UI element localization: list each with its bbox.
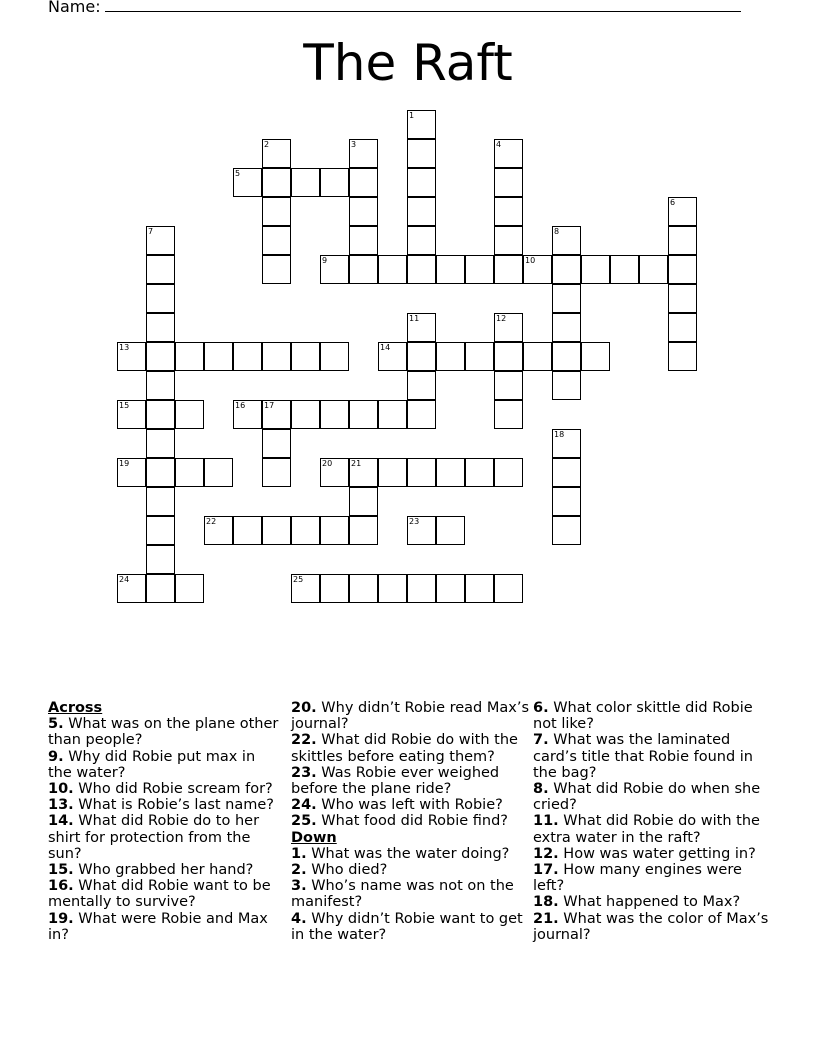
- grid-cell[interactable]: [349, 197, 378, 226]
- across-clue-list: [48, 716, 280, 943]
- grid-cell[interactable]: [291, 574, 320, 603]
- clue-text: Who was left with Robie?: [316, 797, 503, 814]
- clue-number: 10.: [48, 781, 74, 798]
- grid-cell[interactable]: [407, 371, 436, 400]
- grid-cell[interactable]: [407, 342, 436, 371]
- grid-cell[interactable]: [494, 574, 523, 603]
- clue-text: What food did Robie find?: [316, 813, 508, 830]
- down-heading: Down: [291, 829, 337, 846]
- grid-cell[interactable]: [465, 458, 494, 487]
- clue: [291, 797, 531, 813]
- clue-number: 25.: [291, 813, 317, 830]
- grid-cell[interactable]: [494, 197, 523, 226]
- grid-cell[interactable]: [320, 255, 349, 284]
- clues-column-3: [533, 700, 769, 943]
- clue: [533, 894, 769, 910]
- grid-cell[interactable]: [639, 255, 668, 284]
- clue-text: What did Robie do when she cried?: [533, 781, 761, 814]
- grid-cell[interactable]: [146, 226, 175, 255]
- cell-number: 6: [670, 198, 676, 207]
- clue-text: Why did Robie put max in the water?: [48, 748, 256, 781]
- clue-text: What did Robie do with the extra water in the raft?: [533, 813, 760, 846]
- grid-cell[interactable]: [378, 342, 407, 371]
- cell-number: 13: [119, 343, 130, 352]
- clue: [48, 797, 280, 813]
- grid-cell[interactable]: [407, 400, 436, 429]
- cell-number: 3: [351, 140, 357, 149]
- grid-cell[interactable]: [146, 458, 175, 487]
- grid-cell[interactable]: [204, 516, 233, 545]
- clue-number: 24.: [291, 797, 317, 814]
- grid-cell[interactable]: [291, 516, 320, 545]
- grid-cell[interactable]: [262, 139, 291, 168]
- grid-cell[interactable]: [523, 342, 552, 371]
- cell-number: 17: [264, 401, 275, 410]
- grid-cell[interactable]: [610, 255, 639, 284]
- clue-number: 19.: [48, 910, 74, 927]
- clue-text: What did Robie want to be mentally to survive?: [48, 878, 271, 911]
- clue-number: 9.: [48, 748, 64, 765]
- grid-cell[interactable]: [291, 168, 320, 197]
- cell-number: 12: [496, 314, 507, 323]
- grid-cell[interactable]: [146, 255, 175, 284]
- grid-cell[interactable]: [146, 545, 175, 574]
- grid-cell[interactable]: [349, 574, 378, 603]
- grid-cell[interactable]: [146, 371, 175, 400]
- grid-cell[interactable]: [552, 487, 581, 516]
- grid-cell[interactable]: [378, 400, 407, 429]
- grid-cell[interactable]: [233, 400, 262, 429]
- name-label: Name:: [48, 0, 101, 16]
- clue: [291, 862, 531, 878]
- clue-number: 5.: [48, 716, 64, 733]
- grid-cell[interactable]: [436, 458, 465, 487]
- clue-text: What was on the plane other than people?: [48, 716, 279, 749]
- cell-number: 2: [264, 140, 270, 149]
- grid-cell[interactable]: [349, 487, 378, 516]
- grid-cell[interactable]: [552, 342, 581, 371]
- clue-number: 21.: [533, 910, 559, 927]
- grid-cell[interactable]: [436, 255, 465, 284]
- grid-cell[interactable]: [407, 516, 436, 545]
- grid-cell[interactable]: [378, 255, 407, 284]
- grid-cell[interactable]: [349, 255, 378, 284]
- clue-text: Who grabbed her hand?: [73, 862, 254, 879]
- clue: [291, 813, 531, 829]
- grid-cell[interactable]: [668, 255, 697, 284]
- grid-cell[interactable]: [262, 516, 291, 545]
- cell-number: 7: [148, 227, 154, 236]
- grid-cell[interactable]: [320, 168, 349, 197]
- cell-number: 5: [235, 169, 241, 178]
- down-clue-list-continued: [533, 700, 769, 943]
- grid-cell[interactable]: [407, 139, 436, 168]
- grid-cell[interactable]: [262, 197, 291, 226]
- grid-cell[interactable]: [262, 342, 291, 371]
- clue: [48, 749, 280, 781]
- clue: [533, 781, 769, 813]
- grid-cell[interactable]: [146, 429, 175, 458]
- clue: [533, 911, 769, 943]
- grid-cell[interactable]: [233, 342, 262, 371]
- grid-cell[interactable]: [378, 574, 407, 603]
- clue: [291, 846, 531, 862]
- grid-cell[interactable]: [175, 342, 204, 371]
- grid-cell[interactable]: [262, 400, 291, 429]
- clue-text: Who died?: [306, 862, 388, 879]
- grid-cell[interactable]: [146, 574, 175, 603]
- clue-number: 23.: [291, 764, 317, 781]
- grid-cell[interactable]: [494, 371, 523, 400]
- clue: [48, 862, 280, 878]
- clue-text: How many engines were left?: [533, 862, 742, 895]
- clue-number: 3.: [291, 878, 307, 895]
- clue: [533, 700, 769, 732]
- clue-number: 13.: [48, 797, 74, 814]
- grid-cell[interactable]: [117, 400, 146, 429]
- clue-text: What color skittle did Robie not like?: [533, 700, 753, 733]
- cell-number: 24: [119, 575, 130, 584]
- clue-text: Who’s name was not on the manifest?: [291, 878, 514, 911]
- clue: [291, 878, 531, 910]
- clue: [533, 813, 769, 845]
- clue-text: What was the laminated card’s title that Robie found in the bag?: [533, 732, 753, 781]
- clue: [533, 846, 769, 862]
- grid-cell[interactable]: [349, 458, 378, 487]
- cell-number: 25: [293, 575, 304, 584]
- grid-cell[interactable]: [407, 458, 436, 487]
- clue: [291, 700, 531, 732]
- cell-number: 11: [409, 314, 420, 323]
- grid-cell[interactable]: [262, 429, 291, 458]
- clue-text: What happened to Max?: [558, 894, 741, 911]
- grid-cell[interactable]: [407, 574, 436, 603]
- clue-number: 7.: [533, 732, 549, 749]
- grid-cell[interactable]: [668, 197, 697, 226]
- grid-cell[interactable]: [262, 168, 291, 197]
- clue: [48, 813, 280, 862]
- grid-cell[interactable]: [552, 284, 581, 313]
- clue-number: 8.: [533, 781, 549, 798]
- grid-cell[interactable]: [262, 255, 291, 284]
- clue-number: 4.: [291, 910, 307, 927]
- grid-cell[interactable]: [668, 226, 697, 255]
- grid-cell[interactable]: [378, 458, 407, 487]
- cell-number: 22: [206, 517, 217, 526]
- clue-text: What did Robie do with the skittles before eating them?: [291, 732, 518, 765]
- grid-cell[interactable]: [291, 342, 320, 371]
- page-title: The Raft: [303, 34, 513, 92]
- cell-number: 10: [525, 256, 536, 265]
- cell-number: 9: [322, 256, 328, 265]
- grid-cell[interactable]: [465, 574, 494, 603]
- grid-cell[interactable]: [465, 342, 494, 371]
- clue: [48, 781, 280, 797]
- grid-cell[interactable]: [146, 313, 175, 342]
- clue: [291, 765, 531, 797]
- grid-cell[interactable]: [523, 255, 552, 284]
- grid-cell[interactable]: [349, 168, 378, 197]
- grid-cell[interactable]: [552, 458, 581, 487]
- cell-number: 8: [554, 227, 560, 236]
- grid-cell[interactable]: [349, 516, 378, 545]
- grid-cell[interactable]: [581, 255, 610, 284]
- clues-column-1: [48, 700, 280, 943]
- grid-cell[interactable]: [436, 516, 465, 545]
- grid-cell[interactable]: [117, 458, 146, 487]
- cell-number: 16: [235, 401, 246, 410]
- grid-cell[interactable]: [494, 168, 523, 197]
- grid-cell[interactable]: [494, 313, 523, 342]
- grid-cell[interactable]: [175, 400, 204, 429]
- grid-cell[interactable]: [407, 197, 436, 226]
- cell-number: 23: [409, 517, 420, 526]
- cell-number: 19: [119, 459, 130, 468]
- grid-cell[interactable]: [436, 574, 465, 603]
- grid-cell[interactable]: [552, 255, 581, 284]
- grid-cell[interactable]: [233, 516, 262, 545]
- clue-text: What is Robie’s last name?: [73, 797, 274, 814]
- grid-cell[interactable]: [146, 516, 175, 545]
- grid-cell[interactable]: [320, 400, 349, 429]
- grid-cell[interactable]: [552, 516, 581, 545]
- clue-text: What did Robie do to her shirt for protection from the sun?: [48, 813, 260, 862]
- clue-number: 22.: [291, 732, 317, 749]
- cell-number: 4: [496, 140, 502, 149]
- grid-cell[interactable]: [552, 429, 581, 458]
- clue-text: How was water getting in?: [558, 845, 756, 862]
- grid-cell[interactable]: [204, 342, 233, 371]
- grid-cell[interactable]: [407, 168, 436, 197]
- grid-cell[interactable]: [436, 342, 465, 371]
- cell-number: 14: [380, 343, 391, 352]
- grid-cell[interactable]: [349, 139, 378, 168]
- grid-cell[interactable]: [320, 516, 349, 545]
- clue-number: 15.: [48, 862, 74, 879]
- grid-cell[interactable]: [407, 226, 436, 255]
- grid-cell[interactable]: [117, 342, 146, 371]
- clue-text: Who did Robie scream for?: [73, 781, 273, 798]
- grid-cell[interactable]: [552, 371, 581, 400]
- cell-number: 18: [554, 430, 565, 439]
- grid-cell[interactable]: [494, 139, 523, 168]
- grid-cell[interactable]: [668, 313, 697, 342]
- clue-number: 2.: [291, 862, 307, 879]
- clue-number: 16.: [48, 878, 74, 895]
- across-heading: Across: [48, 700, 103, 716]
- clues-column-2: [291, 700, 531, 943]
- grid-cell[interactable]: [320, 342, 349, 371]
- grid-cell[interactable]: [175, 574, 204, 603]
- clue-text: Was Robie ever weighed before the plane ride?: [291, 764, 500, 798]
- grid-cell[interactable]: [668, 342, 697, 371]
- grid-cell[interactable]: [262, 458, 291, 487]
- grid-cell[interactable]: [494, 255, 523, 284]
- grid-cell[interactable]: [204, 458, 233, 487]
- cell-number: 15: [119, 401, 130, 410]
- across-clue-list-continued: [291, 700, 531, 830]
- clue: [48, 911, 280, 943]
- clue: [48, 716, 280, 748]
- grid-cell[interactable]: [146, 284, 175, 313]
- down-clue-list: [291, 846, 531, 943]
- cell-number: 20: [322, 459, 333, 468]
- grid-cell[interactable]: [117, 574, 146, 603]
- clue-text: What was the color of Max’s journal?: [533, 910, 769, 943]
- grid-cell[interactable]: [146, 342, 175, 371]
- grid-cell[interactable]: [349, 400, 378, 429]
- grid-cell[interactable]: [494, 342, 523, 371]
- clue: [291, 732, 531, 764]
- grid-cell[interactable]: [320, 458, 349, 487]
- grid-cell[interactable]: [494, 458, 523, 487]
- grid-cell[interactable]: [581, 342, 610, 371]
- grid-cell[interactable]: [465, 255, 494, 284]
- grid-cell[interactable]: [349, 226, 378, 255]
- grid-cell[interactable]: [146, 487, 175, 516]
- grid-cell[interactable]: [262, 226, 291, 255]
- grid-cell[interactable]: [291, 400, 320, 429]
- grid-cell[interactable]: [494, 400, 523, 429]
- clue: [48, 878, 280, 910]
- grid-cell[interactable]: [175, 458, 204, 487]
- grid-cell[interactable]: [668, 284, 697, 313]
- clue: [533, 732, 769, 781]
- cell-number: 21: [351, 459, 362, 468]
- clue-number: 11.: [533, 813, 559, 830]
- grid-cell[interactable]: [407, 255, 436, 284]
- grid-cell[interactable]: [320, 574, 349, 603]
- clue-text: What was the water doing?: [306, 845, 510, 862]
- clue-text: What were Robie and Max in?: [48, 910, 268, 943]
- grid-cell[interactable]: [407, 313, 436, 342]
- clue-number: 17.: [533, 862, 559, 879]
- grid-cell[interactable]: [552, 226, 581, 255]
- grid-cell[interactable]: [146, 400, 175, 429]
- clue-number: 6.: [533, 700, 549, 716]
- clue: [291, 911, 531, 943]
- clue-text: Why didn’t Robie read Max’s journal?: [291, 700, 530, 733]
- grid-cell[interactable]: [494, 226, 523, 255]
- grid-cell[interactable]: [407, 110, 436, 139]
- clue-number: 1.: [291, 845, 307, 862]
- clue-number: 20.: [291, 700, 317, 716]
- clue-number: 12.: [533, 845, 559, 862]
- grid-cell[interactable]: [552, 313, 581, 342]
- cell-number: 1: [409, 111, 415, 120]
- clue-number: 14.: [48, 813, 74, 830]
- clue-number: 18.: [533, 894, 559, 911]
- grid-cell[interactable]: [233, 168, 262, 197]
- clue: [533, 862, 769, 894]
- clue-text: Why didn’t Robie want to get in the water?: [291, 910, 523, 943]
